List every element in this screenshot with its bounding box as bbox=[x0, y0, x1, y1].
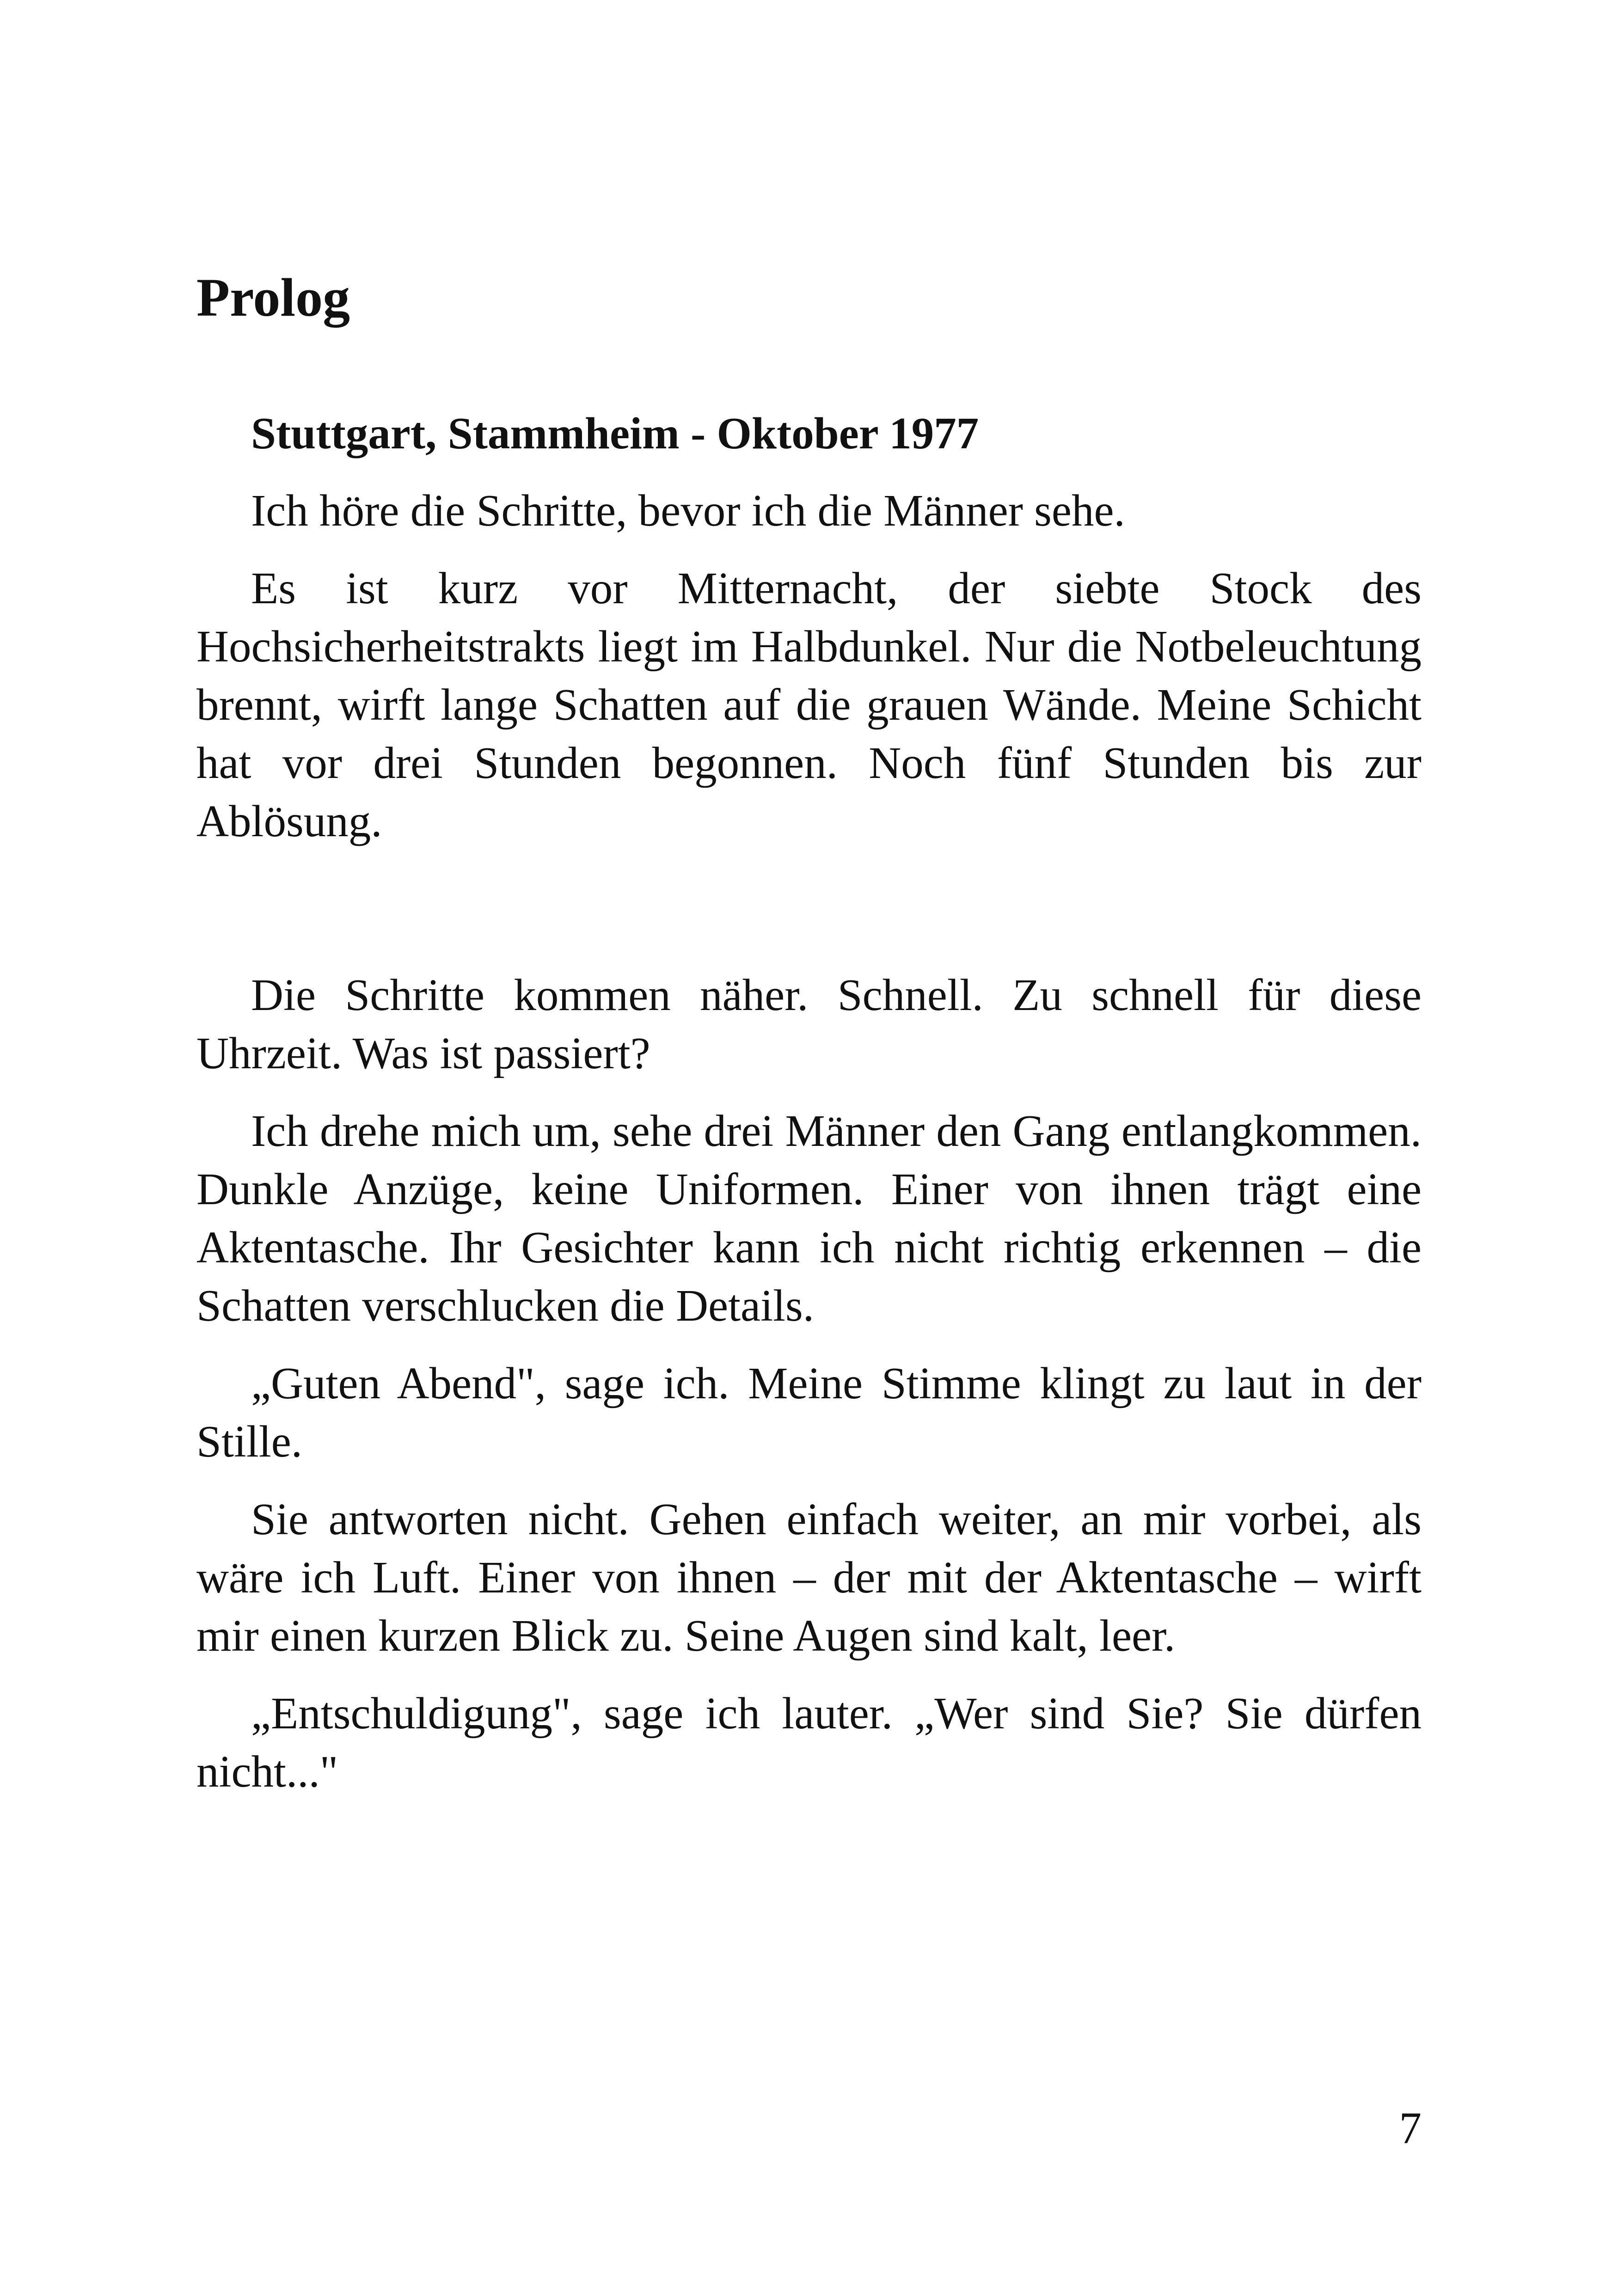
paragraph: Es ist kurz vor Mitternacht, der siebte Stock des Hochsicherheitstrakts liegt im Halbdunkel. Nur die Notbeleuchtung brennt, wirft lange Schatten auf die grauen Wände. Meine Schicht hat vor drei Stunden begonnen. Noch fünf Stunden bis zur Ablösung. bbox=[196, 563, 1422, 846]
paragraph: Ich drehe mich um, sehe drei Männer den Gang entlangkommen. Dunkle Anzüge, keine Uniformen. Einer von ihnen trägt eine Aktentasche. Ihr Gesichter kann ich nicht richtig erkennen – die Schatten verschlucken die Details. bbox=[196, 1106, 1422, 1330]
section-heading: Stuttgart, Stammheim - Oktober 1977 bbox=[251, 409, 979, 458]
paragraph: „Entschuldigung", sage ich lauter. „Wer sind Sie? Sie dürfen nicht..." bbox=[196, 1689, 1422, 1796]
page-number: 7 bbox=[1399, 2103, 1422, 2153]
paragraph: Sie antworten nicht. Gehen einfach weiter, an mir vorbei, als wäre ich Luft. Einer von ihnen – der mit der Aktentasche – wirft mir einen kurzen Blick zu. Seine Augen sind kalt, leer. bbox=[196, 1494, 1422, 1660]
paragraph: Ich höre die Schritte, bevor ich die Männer sehe. bbox=[251, 486, 1125, 535]
paragraph: „Guten Abend", sage ich. Meine Stimme klingt zu laut in der Stille. bbox=[196, 1359, 1422, 1466]
chapter-title: Prolog bbox=[196, 267, 350, 328]
paragraph: Die Schritte kommen näher. Schnell. Zu schnell für diese Uhrzeit. Was ist passiert? bbox=[196, 970, 1422, 1078]
body-text bbox=[196, 404, 1422, 1801]
